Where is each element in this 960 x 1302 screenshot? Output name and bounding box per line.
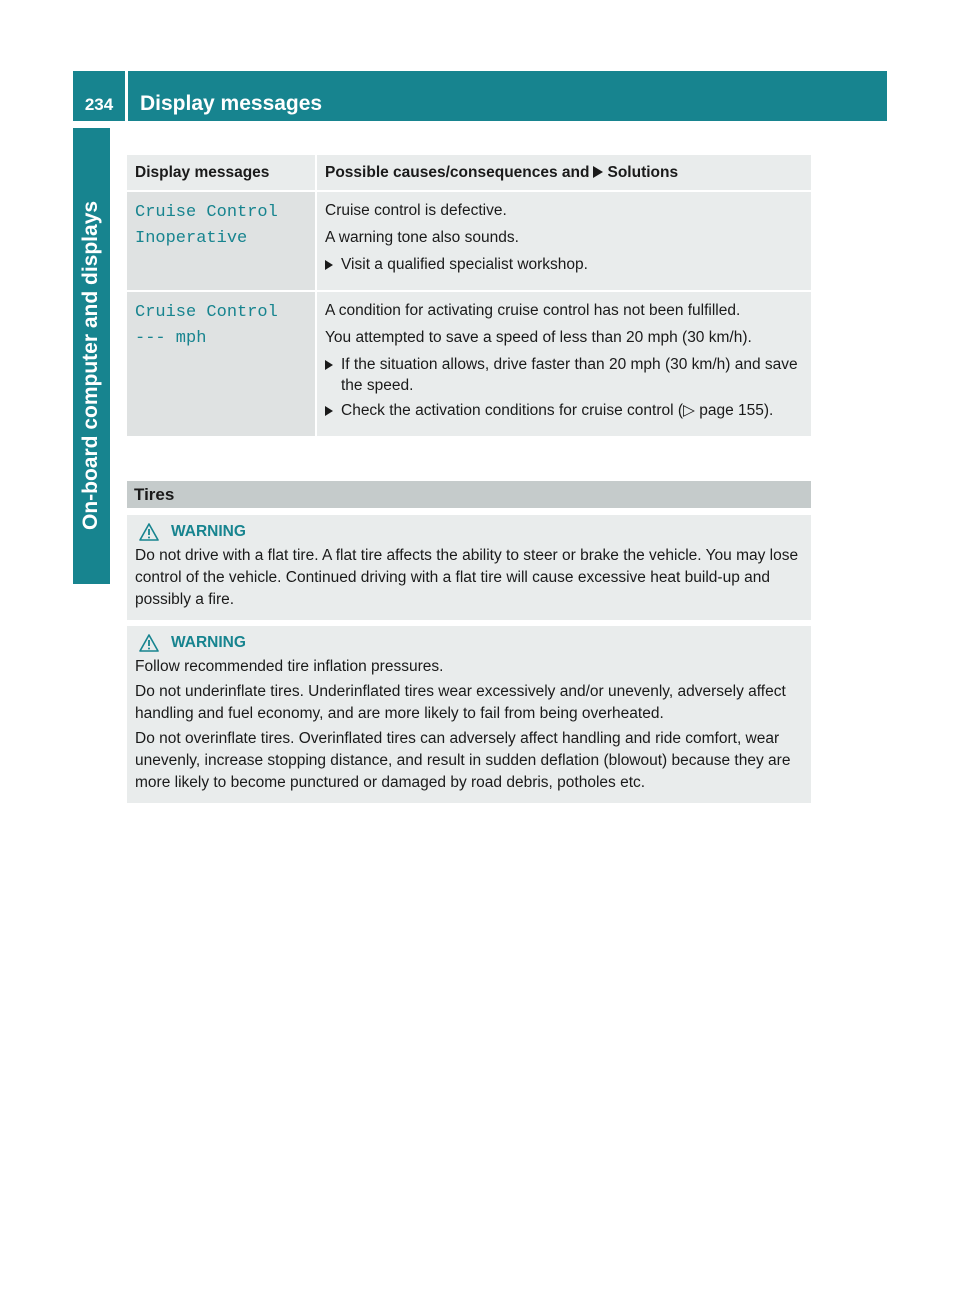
play-arrow-icon [325, 260, 333, 270]
warning-triangle-icon [139, 634, 159, 652]
cause-text: A condition for activating cruise control has not been fulfilled. [325, 302, 741, 319]
table-row [127, 191, 811, 291]
warning-label: WARNING [171, 523, 246, 540]
solution-step-text: If the situation allows, drive faster than 20 mph (30 km/h) and save the speed. [341, 356, 798, 394]
cause-text: Cruise control is defective. [325, 202, 507, 219]
message-text: Inoperative [135, 229, 248, 248]
message-cell [127, 191, 316, 291]
play-arrow-icon [593, 166, 603, 178]
message-cell [127, 291, 316, 436]
display-messages-table [127, 155, 811, 436]
column-header-solutions [316, 155, 811, 191]
page-number: 234 [73, 71, 125, 121]
column-header-messages: Display messages [127, 155, 316, 191]
play-arrow-icon [325, 360, 333, 370]
solution-step-text: Visit a qualified specialist workshop. [341, 256, 588, 273]
message-text: Cruise Control [135, 203, 278, 222]
page-title: Display messages [128, 71, 887, 121]
warning-text: Do not underinflate tires. Underinflated tires wear excessively and/or unevenly, adversely affect handling and fuel economy, and are more likely to fail from being overheated. [135, 683, 786, 722]
cause-text: A warning tone also sounds. [325, 229, 519, 246]
cause-text: You attempted to save a speed of less than 20 mph (30 km/h). [325, 329, 752, 346]
solution-step [325, 254, 803, 278]
solution-cell [316, 291, 811, 436]
solution-step [325, 354, 803, 396]
side-tab-label: On-board computer and displays [79, 200, 102, 530]
warning-text: Follow recommended tire inflation pressures. [135, 658, 444, 675]
warning-box [127, 515, 811, 620]
warning-triangle-icon [139, 523, 159, 541]
solution-cell [316, 191, 811, 291]
message-text: Cruise Control [135, 303, 278, 322]
solution-step-text: Check the activation conditions for cruise control (▷ page 155). [341, 402, 774, 419]
play-arrow-icon [325, 406, 333, 416]
column-header-solutions-label: Solutions [607, 164, 679, 181]
warning-text: Do not overinflate tires. Overinflated tires can adversely affect handling and ride comfort, wear unevenly, increase stopping distance, and result in sudden deflation (blowout) because they are more likely to become punctured or damaged by road debris, potholes etc. [135, 730, 791, 791]
warning-heading [135, 632, 803, 654]
warning-heading [135, 521, 803, 543]
message-text: --- mph [135, 329, 207, 348]
table-header-row [127, 155, 811, 191]
section-title-tires: Tires [127, 481, 811, 508]
column-header-causes: Possible causes/consequences and [325, 164, 590, 181]
table-row [127, 291, 811, 436]
warning-box [127, 626, 811, 803]
solution-step [325, 400, 803, 424]
warning-label: WARNING [171, 634, 246, 651]
warning-text: Do not drive with a flat tire. A flat tire affects the ability to steer or brake the vehicle. You may lose control of the vehicle. Continued driving with a flat tire will cause excessive heat build-up and possibly a fire. [135, 547, 799, 608]
